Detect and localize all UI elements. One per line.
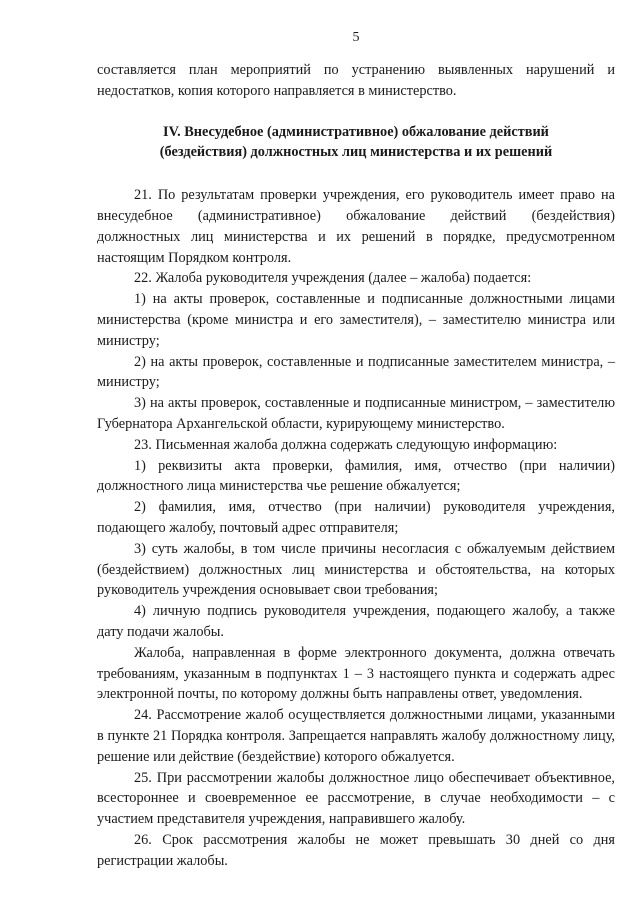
- document-body: [97, 60, 615, 871]
- paragraph-23-item-3: 3) суть жалобы, в том числе причины несогласия с обжалуемым действием (бездействием) должностных лиц министерства и обстоятельства, на которых руководитель учреждения основывает свои требования;: [97, 540, 615, 599]
- paragraph-24: 24. Рассмотрение жалоб осуществляется должностными лицами, указанными в пункте 21 Порядка контроля. Запрещается направлять жалобу должностному лицу, решение или действие (бездействие) которого обжалуется.: [97, 707, 615, 765]
- paragraph-22-item-1: 1) на акты проверок, составленные и подписанные должностными лицами министерства (кроме министра и его заместителя), – заместителю министра или министру;: [97, 291, 615, 349]
- section-title-line-1: IV. Внесудебное (административное) обжалование действий: [163, 123, 549, 140]
- paragraph-23-item-2: 2) фамилия, имя, отчество (при наличии) руководителя учреждения, подающего жалобу, почтовый адрес отправителя;: [97, 499, 615, 536]
- paragraph-25: 25. При рассмотрении жалобы должностное лицо обеспечивает объективное, всестороннее и своевременное ее рассмотрение, в случае необходимости – с участием представителя учреждения, направившего жалобу.: [97, 769, 615, 828]
- paragraph-22-item-2: 2) на акты проверок, составленные и подписанные заместителем министра, – министру;: [97, 353, 615, 391]
- paragraph-22-item-3: 3) на акты проверок, составленные и подписанные министром, – заместителю Губернатора Архангельской области, курирующему министерство.: [97, 395, 615, 432]
- paragraph-23: 23. Письменная жалоба должна содержать следующую информацию:: [134, 436, 558, 453]
- paragraph-22: 22. Жалоба руководителя учреждения (далее – жалоба) подается:: [134, 270, 532, 287]
- paragraph-23-item-1: 1) реквизиты акта проверки, фамилия, имя, отчество (при наличии) должностного лица министерства чье решение обжалуется;: [97, 457, 615, 495]
- continuation-paragraph: составляется план мероприятий по устранению выявленных нарушений и недостатков, копия которого направляется в министерство.: [97, 62, 615, 99]
- section-heading: [97, 122, 615, 164]
- paragraph-23-item-4: 4) личную подпись руководителя учреждения, подающего жалобу, а также дату подачи жалобы.: [97, 603, 615, 640]
- paragraph-electronic-complaint: Жалоба, направленная в форме электронного документа, должна отвечать требованиям, указанным в подпунктах 1 – 3 настоящего пункта и содержать адрес электронной почты, по которому должны быть направлены ответ, уведомления.: [97, 644, 615, 703]
- paragraph-21: 21. По результатам проверки учреждения, его руководитель имеет право на внесудебное (административное) обжалование действий (бездействия) должностных лиц министерства и их решений в порядке, предусмотренном настоящим Порядком контроля.: [97, 187, 615, 266]
- page-number: 5: [352, 30, 360, 45]
- section-title-line-2: (бездействия) должностных лиц министерства и их решений: [159, 144, 553, 161]
- paragraph-26: 26. Срок рассмотрения жалобы не может превышать 30 дней со дня регистрации жалобы.: [97, 831, 615, 869]
